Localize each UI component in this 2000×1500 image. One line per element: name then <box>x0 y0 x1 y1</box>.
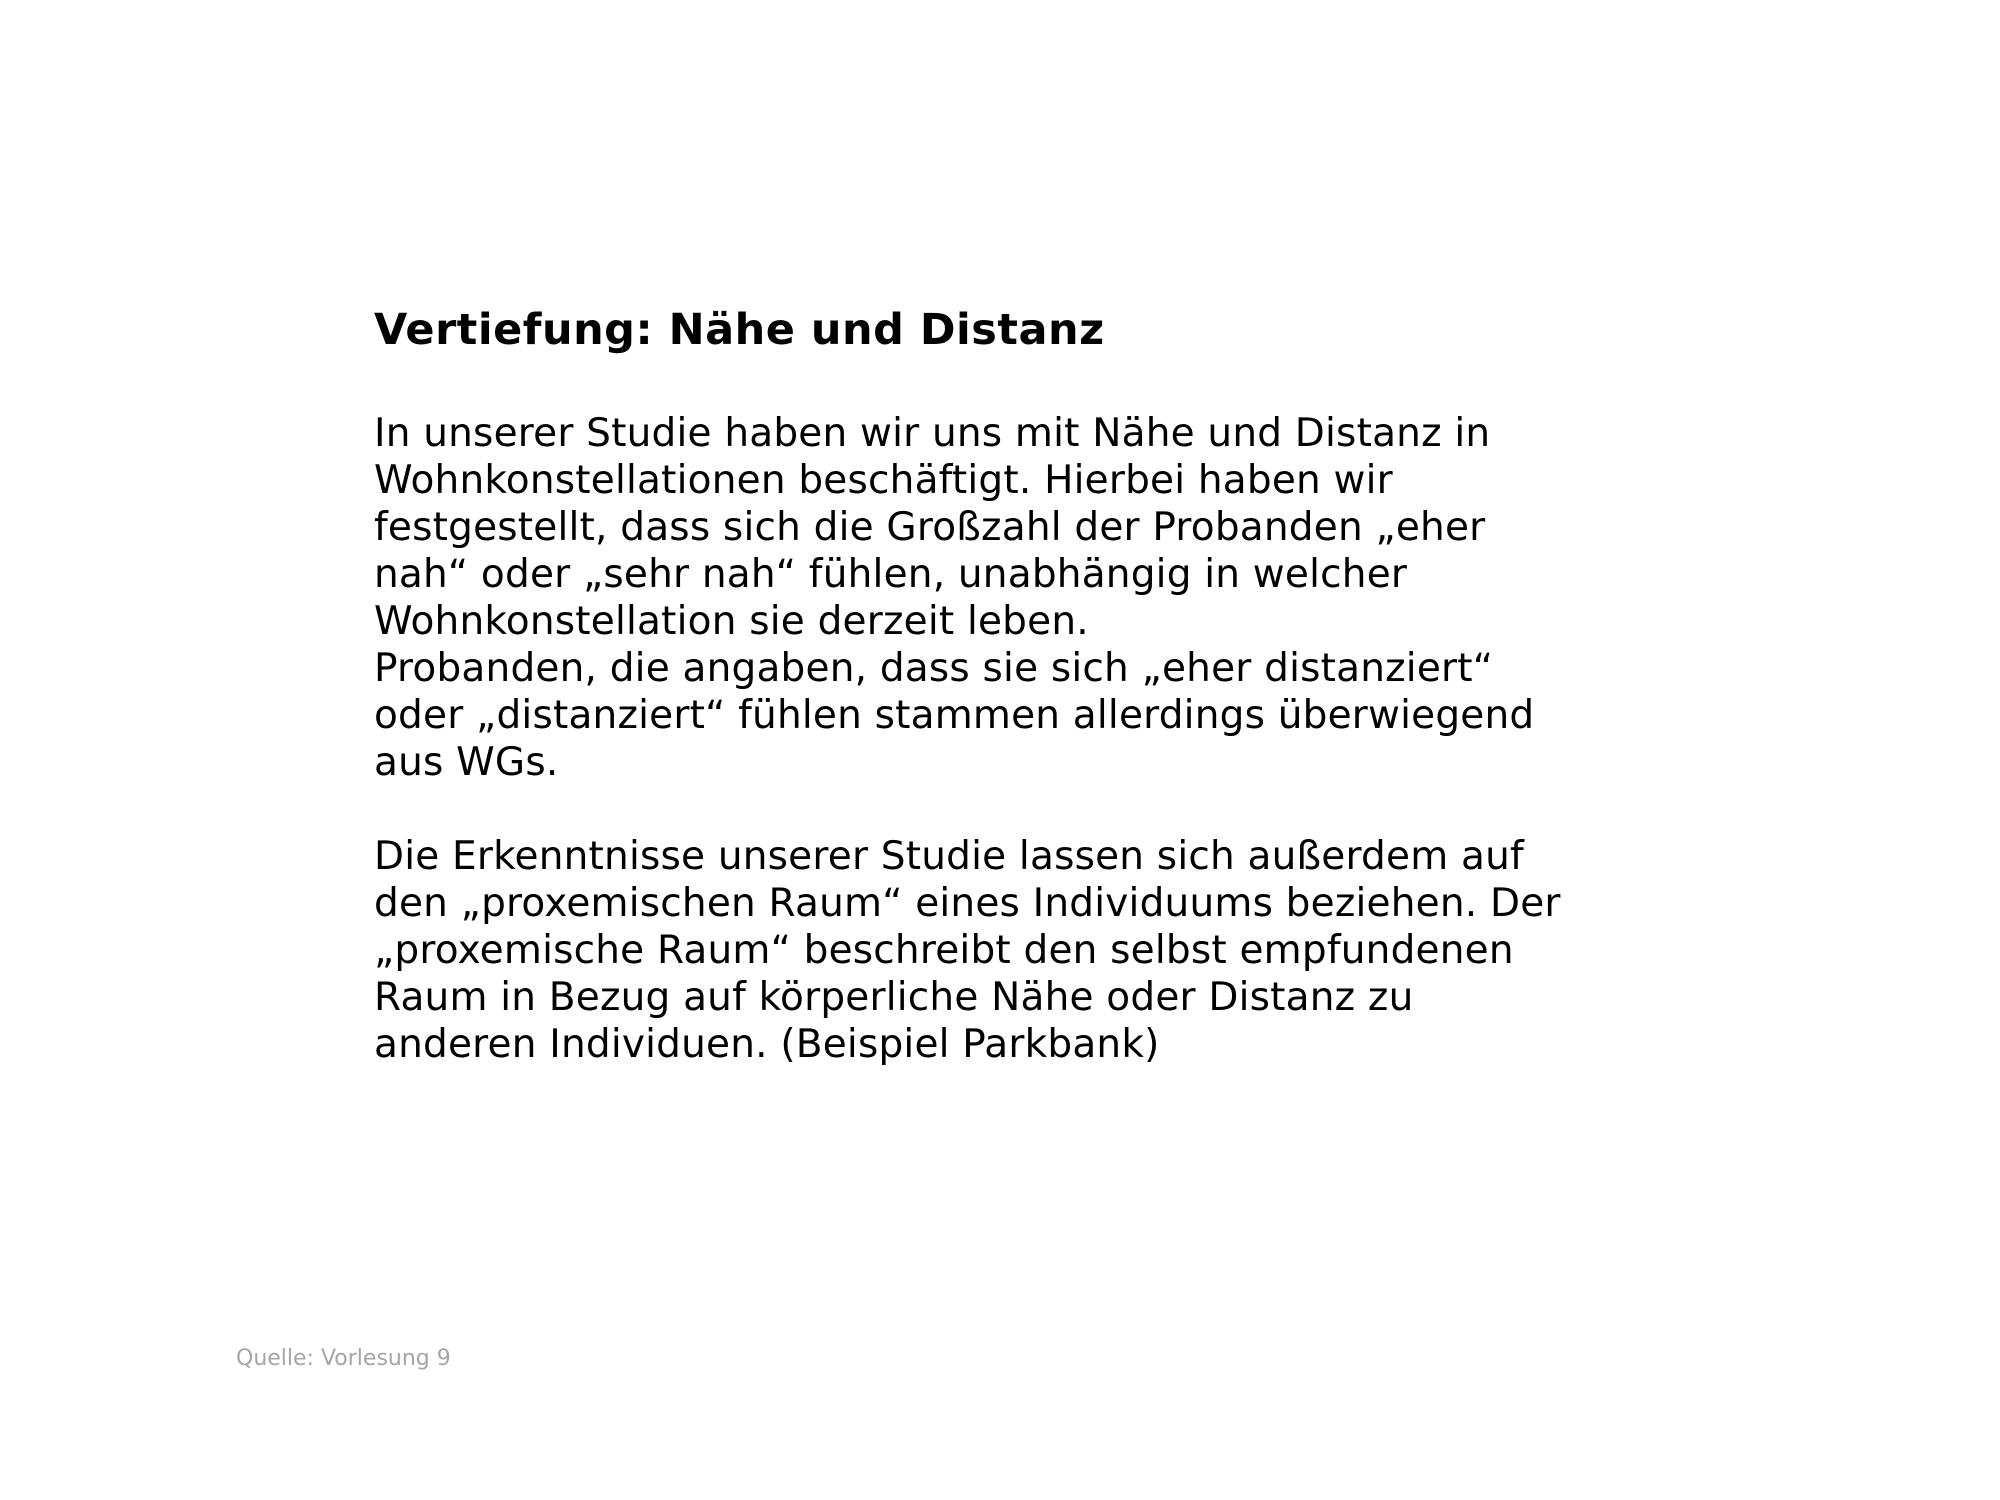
text-line: In unserer Studie haben wir uns mit Nähe und Distanz in <box>374 411 1491 456</box>
text-line: „proxemische Raum“ beschreibt den selbst empfundenen <box>374 928 1514 973</box>
text-line: aus WGs. <box>374 740 559 785</box>
slide-title: Vertiefung: Nähe und Distanz <box>374 305 1105 355</box>
source-note: Quelle: Vorlesung 9 <box>236 1346 451 1371</box>
slide-content <box>374 300 1694 1068</box>
text-line: Wohnkonstellationen beschäftigt. Hierbei haben wir <box>374 458 1393 503</box>
paragraph-findings <box>374 410 1694 645</box>
text-line: nah“ oder „sehr nah“ fühlen, unabhängig in welcher <box>374 552 1408 597</box>
text-line: Die Erkenntnisse unserer Studie lassen sich außerdem auf <box>374 834 1524 879</box>
text-line: Wohnkonstellation sie derzeit leben. <box>374 599 1089 644</box>
paragraph-distanced <box>374 645 1694 786</box>
paragraph-proxemic-space <box>374 833 1694 1068</box>
text-line: Probanden, die angaben, dass sie sich „eher distanziert“ <box>374 646 1494 691</box>
text-line: den „proxemischen Raum“ eines Individuums beziehen. Der <box>374 881 1561 926</box>
text-line: festgestellt, dass sich die Großzahl der Probanden „eher <box>374 505 1486 550</box>
text-line: anderen Individuen. (Beispiel Parkbank) <box>374 1022 1160 1067</box>
text-line: Raum in Bezug auf körperliche Nähe oder Distanz zu <box>374 975 1414 1020</box>
text-line: oder „distanziert“ fühlen stammen allerdings überwiegend <box>374 693 1535 738</box>
